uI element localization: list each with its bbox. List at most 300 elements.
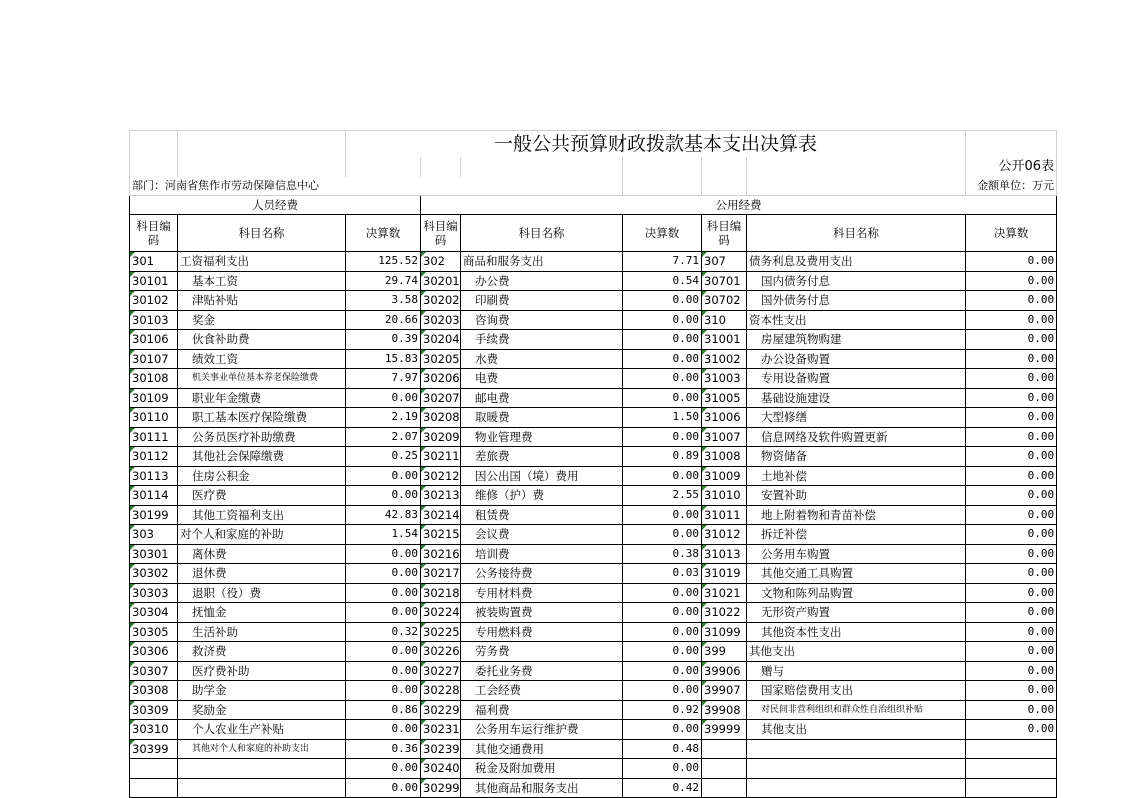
name-cell: 医疗费 <box>178 486 346 506</box>
amount-cell: 0.25 <box>346 447 421 467</box>
table-row <box>130 310 1057 330</box>
name-cell: 物资储备 <box>747 447 966 467</box>
name-cell: 信息网络及软件购置更新 <box>747 427 966 447</box>
name-cell <box>747 739 966 759</box>
table-row <box>130 525 1057 545</box>
name-cell: 物业管理费 <box>461 427 623 447</box>
code-cell: 30224 <box>421 603 461 623</box>
amount-cell: 0.00 <box>623 427 702 447</box>
amount-cell: 0.38 <box>623 544 702 564</box>
amount-cell: 0.00 <box>966 349 1057 369</box>
table-row <box>130 408 1057 428</box>
name-cell: 赠与 <box>747 661 966 681</box>
code-cell: 30240 <box>421 759 461 779</box>
code-cell: 31099 <box>702 622 747 642</box>
name-cell: 地上附着物和青苗补偿 <box>747 505 966 525</box>
code-cell: 307 <box>702 252 747 272</box>
amount-cell: 0.36 <box>346 739 421 759</box>
name-cell: 其他工资福利支出 <box>178 505 346 525</box>
table-row <box>130 720 1057 740</box>
table-row <box>130 466 1057 486</box>
name-cell: 取暖费 <box>461 408 623 428</box>
name-cell: 公务用车运行维护费 <box>461 720 623 740</box>
amount-cell: 0.00 <box>966 583 1057 603</box>
code-cell: 39906 <box>702 661 747 681</box>
name-cell: 住房公积金 <box>178 466 346 486</box>
tag-row <box>130 157 1057 177</box>
name-cell: 奖励金 <box>178 700 346 720</box>
code-cell: 30309 <box>130 700 178 720</box>
amount-cell: 0.00 <box>966 486 1057 506</box>
table-row <box>130 661 1057 681</box>
name-cell: 大型修缮 <box>747 408 966 428</box>
code-cell: 30106 <box>130 330 178 350</box>
code-cell: 301 <box>130 252 178 272</box>
header-name-3: 科目名称 <box>747 215 966 252</box>
code-cell: 30110 <box>130 408 178 428</box>
name-cell: 文物和陈列品购置 <box>747 583 966 603</box>
group-header-row <box>130 196 1057 215</box>
name-cell: 安置补助 <box>747 486 966 506</box>
amount-cell: 1.54 <box>346 525 421 545</box>
code-cell <box>130 778 178 798</box>
code-cell: 303 <box>130 525 178 545</box>
code-cell: 30205 <box>421 349 461 369</box>
amount-cell: 0.00 <box>966 252 1057 272</box>
amount-cell: 0.00 <box>966 622 1057 642</box>
name-cell: 无形资产购置 <box>747 603 966 623</box>
code-cell: 31011 <box>702 505 747 525</box>
amount-cell: 0.00 <box>623 310 702 330</box>
amount-cell: 0.00 <box>623 466 702 486</box>
amount-cell: 0.00 <box>346 778 421 798</box>
name-cell: 救济费 <box>178 642 346 662</box>
code-cell: 30101 <box>130 271 178 291</box>
code-cell: 31002 <box>702 349 747 369</box>
name-cell: 办公设备购置 <box>747 349 966 369</box>
name-cell: 抚恤金 <box>178 603 346 623</box>
name-cell: 劳务费 <box>461 642 623 662</box>
code-cell: 30226 <box>421 642 461 662</box>
amount-cell: 0.00 <box>623 603 702 623</box>
code-cell: 30213 <box>421 486 461 506</box>
code-cell: 31001 <box>702 330 747 350</box>
code-cell: 399 <box>702 642 747 662</box>
amount-cell <box>966 778 1057 798</box>
code-cell: 30111 <box>130 427 178 447</box>
name-cell: 手续费 <box>461 330 623 350</box>
table-row <box>130 778 1057 798</box>
name-cell: 土地补偿 <box>747 466 966 486</box>
name-cell: 委托业务费 <box>461 661 623 681</box>
name-cell: 其他支出 <box>747 642 966 662</box>
name-cell: 其他资本性支出 <box>747 622 966 642</box>
amount-cell <box>966 739 1057 759</box>
amount-cell: 7.71 <box>623 252 702 272</box>
header-amount-3: 决算数 <box>966 215 1057 252</box>
amount-cell: 0.00 <box>966 291 1057 311</box>
table-row <box>130 681 1057 701</box>
header-amount-1: 决算数 <box>346 215 421 252</box>
amount-cell: 0.00 <box>966 271 1057 291</box>
name-cell: 医疗费补助 <box>178 661 346 681</box>
name-cell: 商品和服务支出 <box>461 252 623 272</box>
code-cell: 39908 <box>702 700 747 720</box>
name-cell: 水费 <box>461 349 623 369</box>
code-cell: 30214 <box>421 505 461 525</box>
amount-cell: 0.00 <box>966 642 1057 662</box>
name-cell <box>747 778 966 798</box>
amount-cell: 0.00 <box>623 291 702 311</box>
amount-cell: 7.97 <box>346 369 421 389</box>
name-cell: 邮电费 <box>461 388 623 408</box>
amount-cell: 0.42 <box>623 778 702 798</box>
code-cell: 39999 <box>702 720 747 740</box>
amount-cell: 0.00 <box>623 525 702 545</box>
amount-cell: 0.00 <box>966 544 1057 564</box>
amount-cell: 0.39 <box>346 330 421 350</box>
code-cell: 30108 <box>130 369 178 389</box>
name-cell: 个人农业生产补贴 <box>178 720 346 740</box>
code-cell: 30107 <box>130 349 178 369</box>
name-cell: 其他交通费用 <box>461 739 623 759</box>
name-cell: 公务接待费 <box>461 564 623 584</box>
code-cell: 31013 <box>702 544 747 564</box>
code-cell: 30701 <box>702 271 747 291</box>
name-cell: 电费 <box>461 369 623 389</box>
code-cell: 310 <box>702 310 747 330</box>
amount-cell: 0.00 <box>966 564 1057 584</box>
code-cell: 30399 <box>130 739 178 759</box>
amount-cell: 0.00 <box>346 759 421 779</box>
header-name-1: 科目名称 <box>178 215 346 252</box>
name-cell: 其他社会保障缴费 <box>178 447 346 467</box>
amount-cell: 0.00 <box>623 642 702 662</box>
amount-cell: 0.00 <box>623 505 702 525</box>
amount-cell <box>966 759 1057 779</box>
table-row <box>130 349 1057 369</box>
name-cell: 印刷费 <box>461 291 623 311</box>
code-cell: 30204 <box>421 330 461 350</box>
code-cell: 30310 <box>130 720 178 740</box>
name-cell: 拆迁补偿 <box>747 525 966 545</box>
department-label: 部门：河南省焦作市劳动保障信息中心 <box>130 177 623 196</box>
name-cell: 退休费 <box>178 564 346 584</box>
name-cell: 公务用车购置 <box>747 544 966 564</box>
name-cell: 专用设备购置 <box>747 369 966 389</box>
name-cell: 债务利息及费用支出 <box>747 252 966 272</box>
amount-cell: 0.00 <box>623 369 702 389</box>
code-cell: 31006 <box>702 408 747 428</box>
amount-cell: 0.00 <box>966 700 1057 720</box>
code-cell: 30109 <box>130 388 178 408</box>
amount-cell: 1.50 <box>623 408 702 428</box>
header-code-1: 科目编码 <box>130 215 178 252</box>
unit-label: 金额单位：万元 <box>966 177 1057 196</box>
code-cell: 31005 <box>702 388 747 408</box>
name-cell: 专用材料费 <box>461 583 623 603</box>
code-cell: 30225 <box>421 622 461 642</box>
table-row <box>130 447 1057 467</box>
code-cell: 30208 <box>421 408 461 428</box>
code-cell: 31009 <box>702 466 747 486</box>
amount-cell: 0.00 <box>966 505 1057 525</box>
column-header-row <box>130 215 1057 252</box>
amount-cell: 0.00 <box>346 564 421 584</box>
name-cell: 会议费 <box>461 525 623 545</box>
code-cell <box>702 778 747 798</box>
amount-cell: 0.00 <box>623 759 702 779</box>
table-row <box>130 642 1057 662</box>
amount-cell: 0.00 <box>346 486 421 506</box>
name-cell: 对个人和家庭的补助 <box>178 525 346 545</box>
code-cell: 30308 <box>130 681 178 701</box>
code-cell: 31010 <box>702 486 747 506</box>
amount-cell: 0.00 <box>966 310 1057 330</box>
name-cell: 因公出国（境）费用 <box>461 466 623 486</box>
name-cell: 伙食补助费 <box>178 330 346 350</box>
amount-cell: 0.00 <box>623 583 702 603</box>
table-row <box>130 388 1057 408</box>
name-cell <box>178 778 346 798</box>
name-cell: 基本工资 <box>178 271 346 291</box>
code-cell <box>702 739 747 759</box>
amount-cell: 0.00 <box>966 466 1057 486</box>
code-cell: 39907 <box>702 681 747 701</box>
code-cell: 30301 <box>130 544 178 564</box>
amount-cell: 0.00 <box>623 681 702 701</box>
name-cell: 退职（役）费 <box>178 583 346 603</box>
table-tag: 公开06表 <box>966 157 1057 177</box>
table-row <box>130 505 1057 525</box>
name-cell: 奖金 <box>178 310 346 330</box>
code-cell: 30112 <box>130 447 178 467</box>
code-cell: 30239 <box>421 739 461 759</box>
amount-cell: 0.00 <box>623 388 702 408</box>
name-cell <box>747 759 966 779</box>
code-cell: 30217 <box>421 564 461 584</box>
amount-cell: 0.00 <box>346 388 421 408</box>
amount-cell: 0.00 <box>966 720 1057 740</box>
code-cell: 30102 <box>130 291 178 311</box>
name-cell: 咨询费 <box>461 310 623 330</box>
amount-cell: 0.00 <box>623 349 702 369</box>
name-cell: 维修（护）费 <box>461 486 623 506</box>
code-cell: 30231 <box>421 720 461 740</box>
group-personnel: 人员经费 <box>130 196 421 215</box>
code-cell: 30207 <box>421 388 461 408</box>
name-cell: 机关事业单位基本养老保险缴费 <box>178 369 346 389</box>
name-cell: 其他对个人和家庭的补助支出 <box>178 739 346 759</box>
code-cell: 30203 <box>421 310 461 330</box>
amount-cell: 0.00 <box>346 642 421 662</box>
name-cell: 公务员医疗补助缴费 <box>178 427 346 447</box>
table-row <box>130 544 1057 564</box>
code-cell: 30114 <box>130 486 178 506</box>
name-cell: 助学金 <box>178 681 346 701</box>
code-cell: 30212 <box>421 466 461 486</box>
amount-cell: 0.00 <box>623 720 702 740</box>
name-cell: 差旅费 <box>461 447 623 467</box>
code-cell: 30302 <box>130 564 178 584</box>
code-cell: 30303 <box>130 583 178 603</box>
name-cell: 资本性支出 <box>747 310 966 330</box>
amount-cell: 0.00 <box>966 388 1057 408</box>
name-cell: 国家赔偿费用支出 <box>747 681 966 701</box>
code-cell: 30218 <box>421 583 461 603</box>
amount-cell: 0.54 <box>623 271 702 291</box>
amount-cell: 2.19 <box>346 408 421 428</box>
code-cell: 30202 <box>421 291 461 311</box>
name-cell: 基础设施建设 <box>747 388 966 408</box>
table-row <box>130 369 1057 389</box>
table-row <box>130 486 1057 506</box>
name-cell: 离休费 <box>178 544 346 564</box>
amount-cell: 0.86 <box>346 700 421 720</box>
expenditure-table <box>129 130 1057 798</box>
name-cell: 工资福利支出 <box>178 252 346 272</box>
name-cell: 职工基本医疗保险缴费 <box>178 408 346 428</box>
name-cell: 其他支出 <box>747 720 966 740</box>
amount-cell: 42.83 <box>346 505 421 525</box>
code-cell: 31003 <box>702 369 747 389</box>
table-row <box>130 700 1057 720</box>
name-cell: 工会经费 <box>461 681 623 701</box>
code-cell: 30304 <box>130 603 178 623</box>
code-cell: 30299 <box>421 778 461 798</box>
code-cell: 30211 <box>421 447 461 467</box>
table-row <box>130 583 1057 603</box>
name-cell: 职业年金缴费 <box>178 388 346 408</box>
amount-cell: 0.00 <box>346 681 421 701</box>
amount-cell: 0.00 <box>966 525 1057 545</box>
table-row <box>130 739 1057 759</box>
amount-cell: 0.00 <box>346 720 421 740</box>
code-cell: 30228 <box>421 681 461 701</box>
table-row <box>130 759 1057 779</box>
name-cell: 福利费 <box>461 700 623 720</box>
amount-cell: 0.00 <box>346 466 421 486</box>
table-row <box>130 427 1057 447</box>
name-cell: 被装购置费 <box>461 603 623 623</box>
amount-cell: 0.00 <box>966 661 1057 681</box>
name-cell: 国外债务付息 <box>747 291 966 311</box>
code-cell: 31022 <box>702 603 747 623</box>
table-row <box>130 622 1057 642</box>
amount-cell: 20.66 <box>346 310 421 330</box>
name-cell: 税金及附加费用 <box>461 759 623 779</box>
code-cell: 30229 <box>421 700 461 720</box>
code-cell: 30209 <box>421 427 461 447</box>
code-cell <box>130 759 178 779</box>
code-cell: 30227 <box>421 661 461 681</box>
code-cell: 30215 <box>421 525 461 545</box>
code-cell: 30307 <box>130 661 178 681</box>
header-name-2: 科目名称 <box>461 215 623 252</box>
name-cell: 生活补助 <box>178 622 346 642</box>
code-cell: 30702 <box>702 291 747 311</box>
amount-cell: 15.83 <box>346 349 421 369</box>
code-cell: 31021 <box>702 583 747 603</box>
table-row <box>130 252 1057 272</box>
name-cell: 绩效工资 <box>178 349 346 369</box>
code-cell: 31012 <box>702 525 747 545</box>
amount-cell: 0.00 <box>623 330 702 350</box>
amount-cell: 0.03 <box>623 564 702 584</box>
amount-cell: 0.00 <box>966 447 1057 467</box>
code-cell: 30113 <box>130 466 178 486</box>
amount-cell: 0.00 <box>966 603 1057 623</box>
code-cell: 30199 <box>130 505 178 525</box>
name-cell: 房屋建筑物购建 <box>747 330 966 350</box>
amount-cell: 0.00 <box>346 544 421 564</box>
name-cell <box>178 759 346 779</box>
amount-cell: 0.00 <box>346 583 421 603</box>
code-cell: 31008 <box>702 447 747 467</box>
amount-cell: 0.32 <box>346 622 421 642</box>
code-cell: 31019 <box>702 564 747 584</box>
header-code-3: 科目编码 <box>702 215 747 252</box>
header-amount-2: 决算数 <box>623 215 702 252</box>
amount-cell: 0.00 <box>623 622 702 642</box>
amount-cell: 0.48 <box>623 739 702 759</box>
amount-cell: 125.52 <box>346 252 421 272</box>
amount-cell: 0.00 <box>346 603 421 623</box>
page-title: 一般公共预算财政拨款基本支出决算表 <box>346 131 966 158</box>
amount-cell: 0.00 <box>346 661 421 681</box>
name-cell: 培训费 <box>461 544 623 564</box>
amount-cell: 0.00 <box>623 661 702 681</box>
code-cell: 30206 <box>421 369 461 389</box>
amount-cell: 0.00 <box>966 427 1057 447</box>
code-cell: 30216 <box>421 544 461 564</box>
name-cell: 办公费 <box>461 271 623 291</box>
name-cell: 租赁费 <box>461 505 623 525</box>
code-cell: 30305 <box>130 622 178 642</box>
name-cell: 对民间非营利组织和群众性自治组织补贴 <box>747 700 966 720</box>
name-cell: 国内债务付息 <box>747 271 966 291</box>
title-row <box>130 131 1057 158</box>
code-cell: 30103 <box>130 310 178 330</box>
name-cell: 其他交通工具购置 <box>747 564 966 584</box>
amount-cell: 2.55 <box>623 486 702 506</box>
code-cell: 302 <box>421 252 461 272</box>
code-cell: 31007 <box>702 427 747 447</box>
amount-cell: 29.74 <box>346 271 421 291</box>
header-code-2: 科目编码 <box>421 215 461 252</box>
amount-cell: 3.58 <box>346 291 421 311</box>
table-row <box>130 564 1057 584</box>
table-row <box>130 330 1057 350</box>
amount-cell: 0.00 <box>966 681 1057 701</box>
amount-cell: 0.92 <box>623 700 702 720</box>
meta-row <box>130 177 1057 196</box>
table-row <box>130 271 1057 291</box>
amount-cell: 0.00 <box>966 408 1057 428</box>
code-cell <box>702 759 747 779</box>
amount-cell: 0.00 <box>966 330 1057 350</box>
table-row <box>130 603 1057 623</box>
table-row <box>130 291 1057 311</box>
name-cell: 其他商品和服务支出 <box>461 778 623 798</box>
amount-cell: 0.89 <box>623 447 702 467</box>
amount-cell: 0.00 <box>966 369 1057 389</box>
name-cell: 专用燃料费 <box>461 622 623 642</box>
name-cell: 津贴补贴 <box>178 291 346 311</box>
code-cell: 30201 <box>421 271 461 291</box>
amount-cell: 2.07 <box>346 427 421 447</box>
group-public: 公用经费 <box>421 196 1057 215</box>
